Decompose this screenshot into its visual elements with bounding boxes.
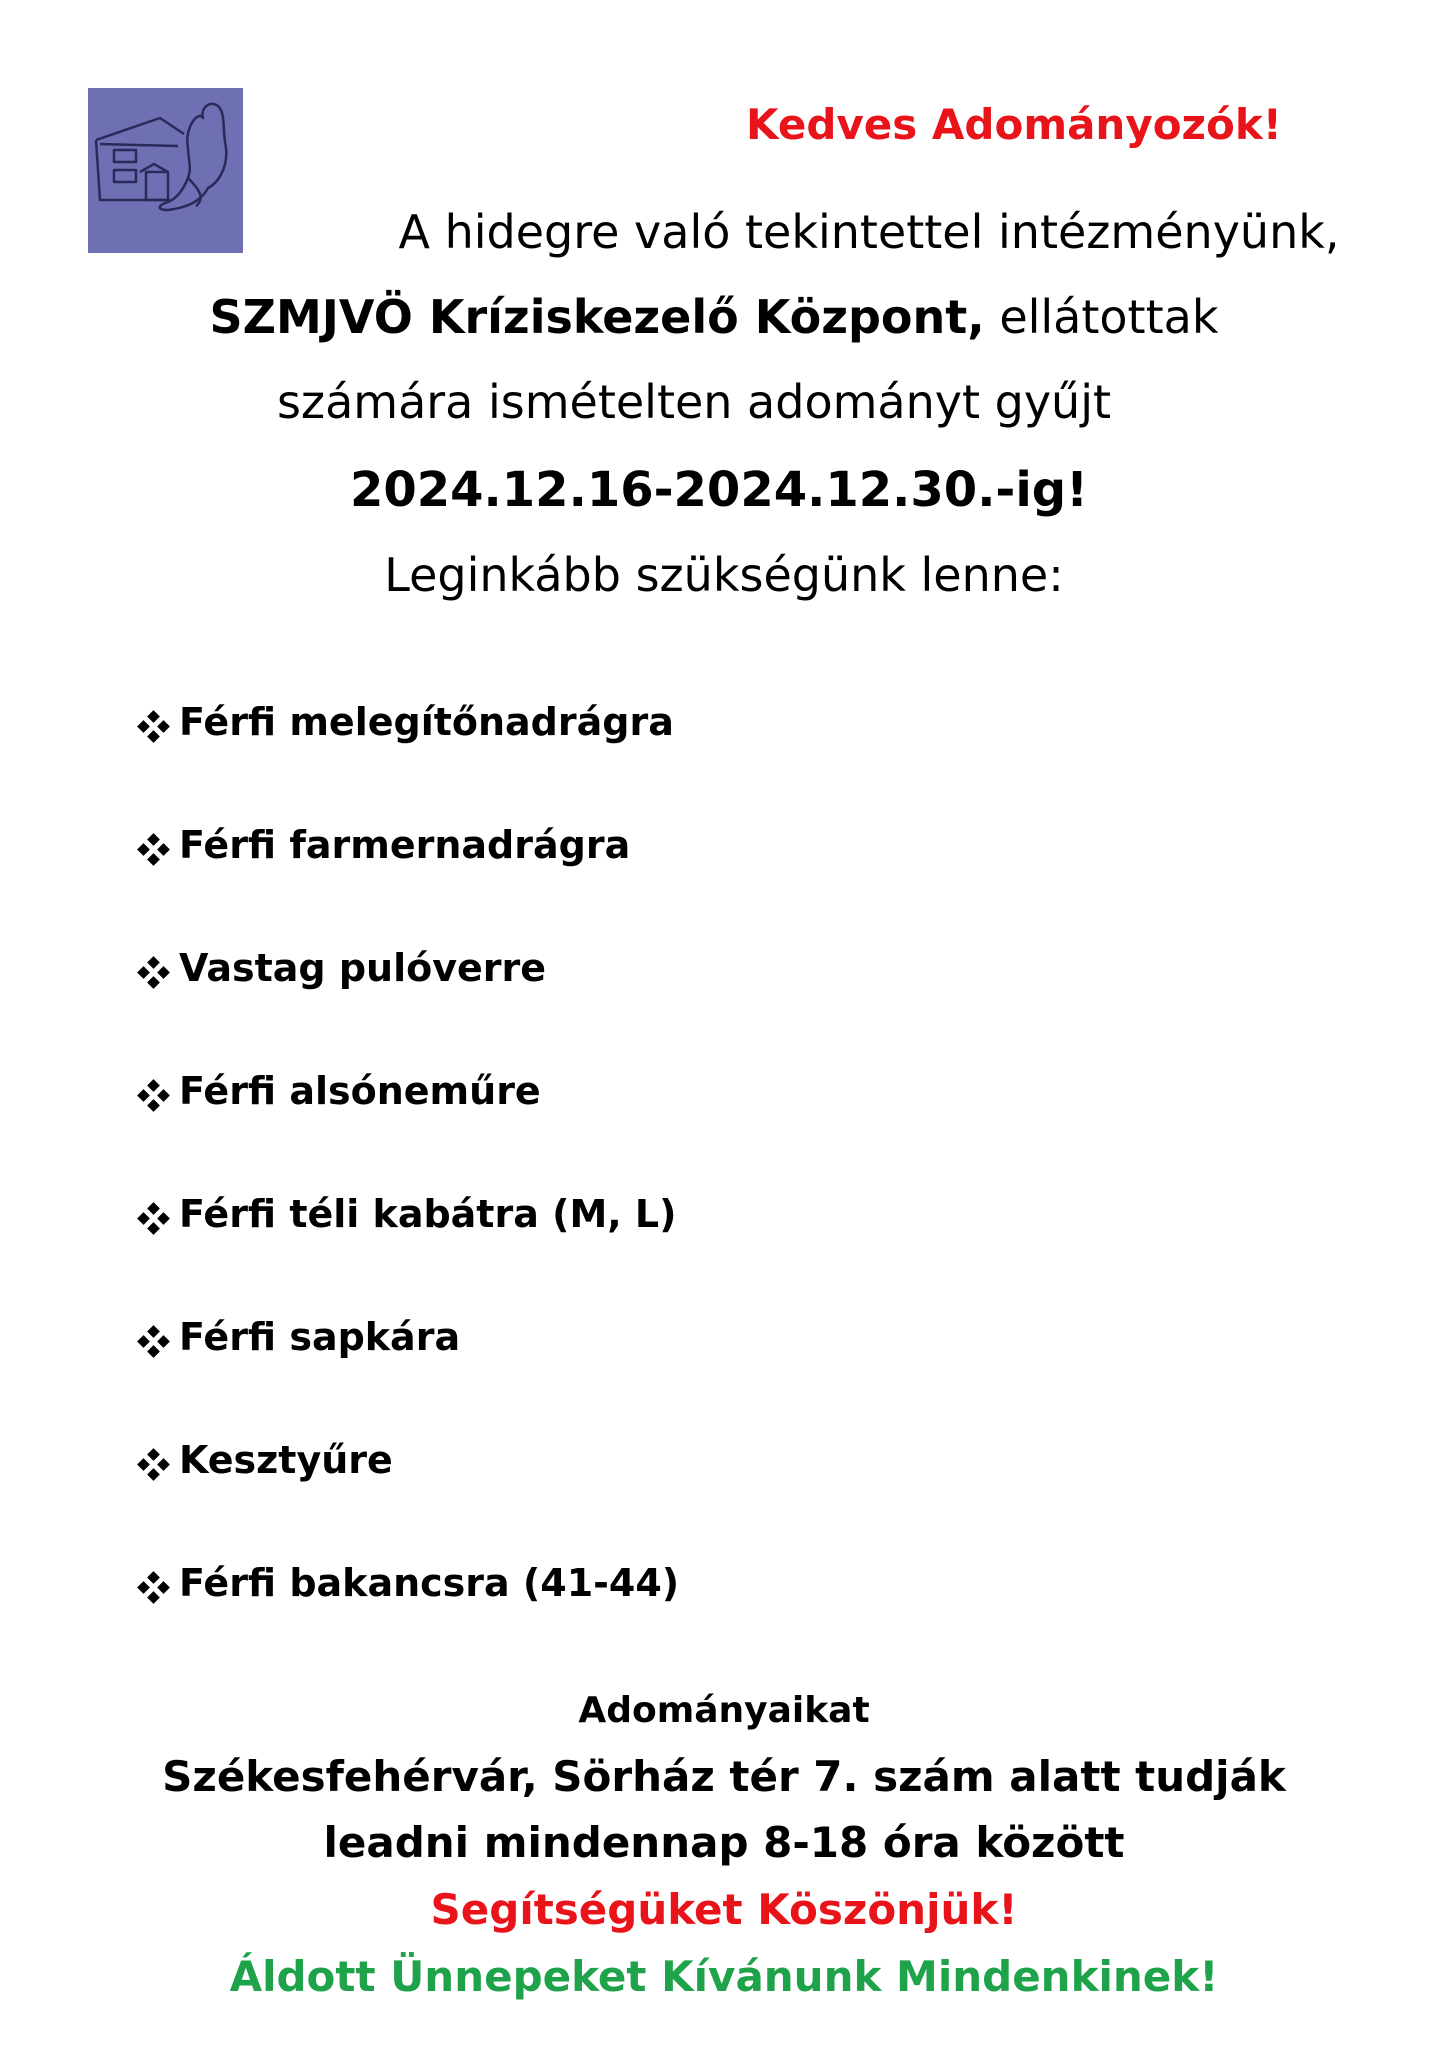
- thanks-message: Segítségüket Köszönjük!: [430, 1885, 1018, 1934]
- diamond-bullet-icon: [135, 708, 175, 746]
- diamond-bullet-icon: [135, 1200, 175, 1238]
- collection-dates: 2024.12.16-2024.12.30.-ig!: [349, 462, 1089, 518]
- item-label: Férfi farmernadrágra: [179, 823, 631, 867]
- item-label: Férfi melegítőnadrágra: [179, 700, 674, 744]
- diamond-bullet-icon: [135, 1446, 175, 1484]
- item-label: Férfi téli kabátra (M, L): [179, 1192, 677, 1236]
- list-item: [135, 700, 679, 823]
- list-item: [135, 1438, 679, 1561]
- diamond-bullet-icon: [135, 831, 175, 869]
- list-item: [135, 1192, 679, 1315]
- institution-name: SZMJVÖ Kríziskezelő Központ,: [209, 290, 985, 344]
- diamond-bullet-icon: [135, 1077, 175, 1115]
- item-label: Férfi bakancsra (41-44): [179, 1561, 680, 1605]
- intro-line-2: [0, 290, 1438, 344]
- intro-line-2-rest: ellátottak: [984, 290, 1219, 344]
- list-item: [135, 946, 679, 1069]
- intro-line-1: A hidegre való tekintettel intézményünk,: [398, 205, 1340, 259]
- diamond-bullet-icon: [135, 954, 175, 992]
- dropoff-address: Székesfehérvár, Sörház tér 7. szám alatt tudják: [162, 1752, 1286, 1801]
- intro-line-3: számára ismételten adományt gyűjt: [276, 375, 1112, 429]
- dropoff-hours: leadni mindennap 8-18 óra között: [323, 1818, 1125, 1867]
- item-label: Férfi alsóneműre: [179, 1069, 541, 1113]
- needs-heading: Leginkább szükségünk lenne:: [384, 548, 1064, 602]
- list-item: [135, 1069, 679, 1192]
- greeting-heading: Kedves Adományozók!: [746, 100, 1282, 149]
- item-label: Kesztyűre: [179, 1438, 393, 1482]
- dropoff-line-1: Adományaikat: [578, 1690, 870, 1731]
- list-item: [135, 823, 679, 946]
- diamond-bullet-icon: [135, 1569, 175, 1607]
- list-item: [135, 1315, 679, 1438]
- diamond-bullet-icon: [135, 1323, 175, 1361]
- item-label: Vastag pulóverre: [179, 946, 547, 990]
- list-item: [135, 1561, 679, 1684]
- holiday-wishes: Áldott Ünnepeket Kívánunk Mindenkinek!: [229, 1952, 1219, 2001]
- item-label: Férfi sapkára: [179, 1315, 461, 1359]
- needed-items-list: [135, 700, 679, 1684]
